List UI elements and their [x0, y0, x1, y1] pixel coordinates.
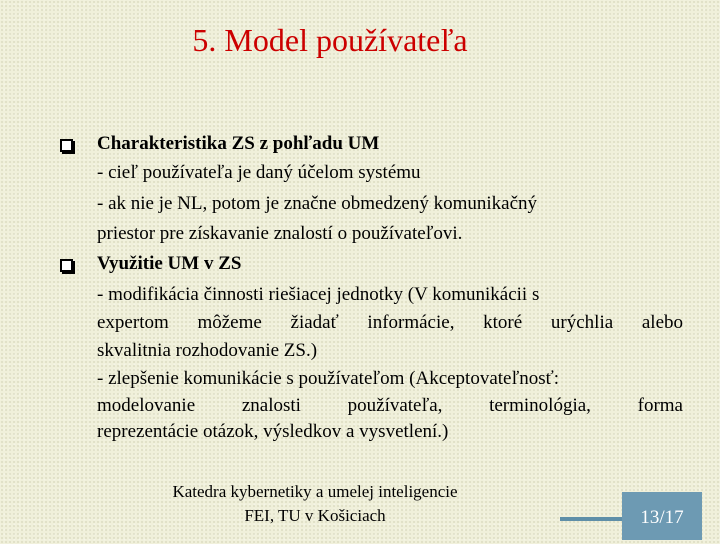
- body-line: expertom môžeme žiadať informácie, ktoré urýchlia alebo: [97, 312, 683, 333]
- footer-faculty: FEI, TU v Košiciach: [244, 506, 386, 525]
- body-line: - ak nie je NL, potom je značne obmedzený komunikačný: [97, 193, 538, 214]
- body-line: - modifikácia činnosti riešiacej jednotky (V komunikácii s: [97, 284, 540, 305]
- body-line: reprezentácie otázok, výsledkov a vysvetlení.): [97, 421, 449, 442]
- body-line: skvalitnia rozhodovanie ZS.): [97, 340, 318, 361]
- section-heading: Charakteristika ZS z pohľadu UM: [97, 133, 380, 154]
- square-bullet-icon: [60, 259, 73, 272]
- body-line: modelovanie znalosti používateľa, terminológia, forma: [97, 395, 683, 416]
- slide-title: 5. Model používateľa: [192, 22, 468, 58]
- section-heading: Využitie UM v ZS: [97, 253, 242, 274]
- footer: [140, 480, 490, 528]
- square-bullet-icon: [60, 139, 73, 152]
- page-number-badge: 13/17: [622, 492, 702, 540]
- footer-department: Katedra kybernetiky a umelej inteligencie: [172, 482, 458, 501]
- body-line: - cieľ používateľa je daný účelom systému: [97, 162, 421, 183]
- body-line: priestor pre získavanie znalostí o používateľovi.: [97, 223, 463, 244]
- page-indicator-line: [560, 517, 630, 521]
- body-line: - zlepšenie komunikácie s používateľom (Akceptovateľnosť:: [97, 368, 559, 389]
